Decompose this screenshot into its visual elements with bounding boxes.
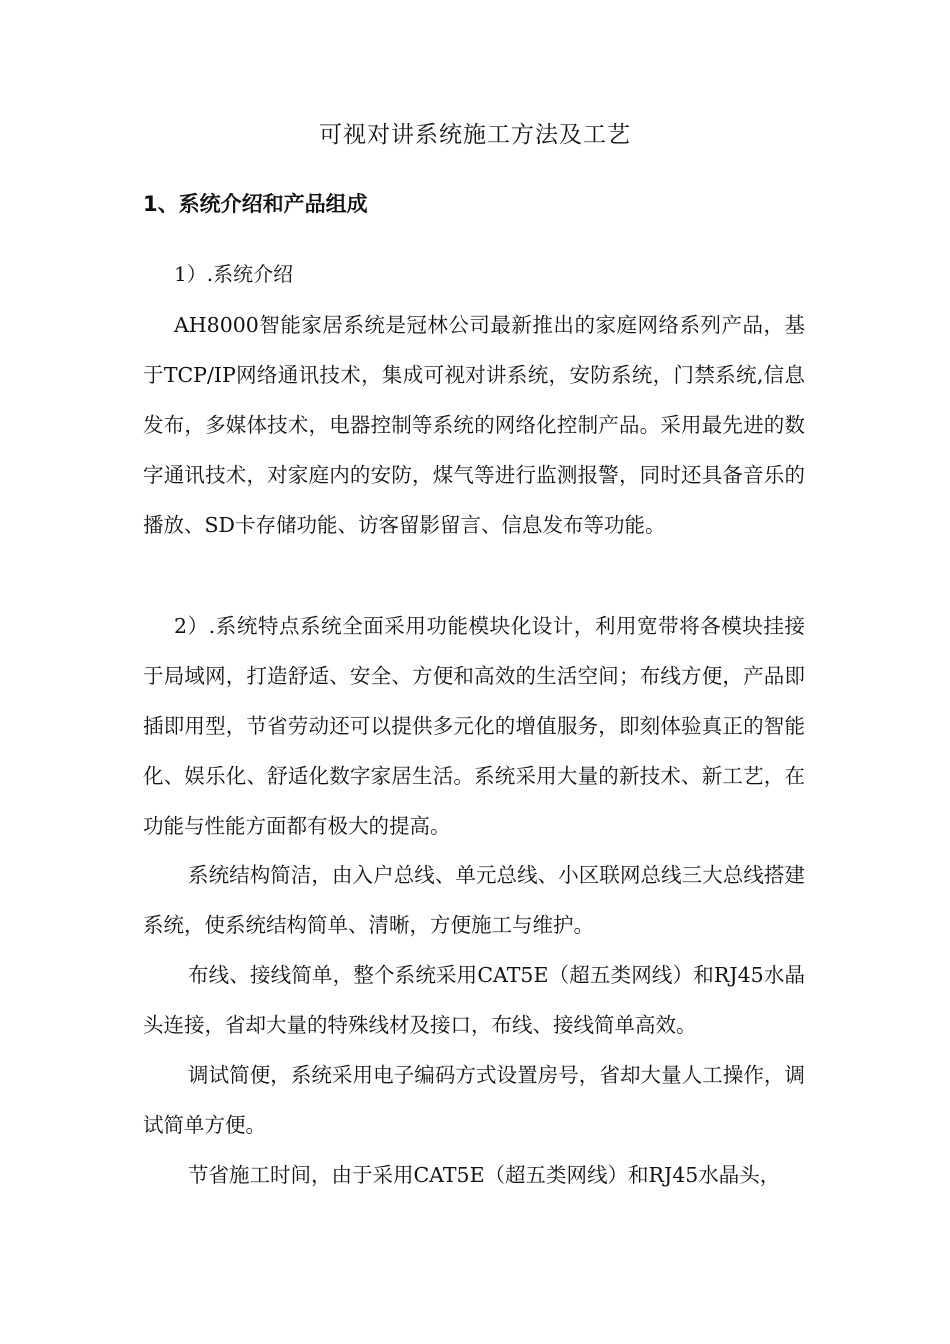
paragraph-debugging: 调试简便，系统采用电子编码方式设置房号，省却大量人工操作，调试简单方便。 (143, 1063, 805, 1137)
paragraph-structure: 系统结构简洁，由入户总线、单元总线、小区联网总线三大总线搭建系统，使系统结构简单、清晰，方便施工与维护。 (143, 863, 805, 937)
paragraph-construction-time: 节省施工时间，由于采用CAT5E（超五类网线）和RJ45水晶头， (188, 1163, 781, 1187)
paragraph-system-features: 2）.系统特点系统全面采用功能模块化设计，利用宽带将各模块挂接于局域网，打造舒适、安全、方便和高效的生活空间；布线方便，产品即插即用型，节省劳动还可以提供多元化的增值服务，即刻体验真正的智能化、娱乐化、舒适化数字家居生活。系统采用大量的新技术、新工艺，在功能与性能方面都有极大的提高。 (143, 614, 805, 838)
paragraph-wiring: 布线、接线简单，整个系统采用CAT5E（超五类网线）和RJ45水晶头连接，省却大量的特殊线材及接口，布线、接线简单高效。 (143, 963, 805, 1037)
subheading-system-intro: 1）.系统介绍 (174, 262, 294, 286)
document-title: 可视对讲系统施工方法及工艺 (319, 122, 631, 148)
paragraph-system-intro: AH8000智能家居系统是冠林公司最新推出的家庭网络系列产品，基于TCP/IP网络通讯技术，集成可视对讲系统，安防系统，门禁系统,信息发布，多媒体技术，电器控制等系统的网络化控制产品。采用最先进的数字通讯技术，对家庭内的安防，煤气等进行监测报警，同时还具备音乐的播放、SD卡存储功能、访客留影留言、信息发布等功能。 (143, 313, 805, 537)
section-heading: 1、系统介绍和产品组成 (143, 192, 368, 216)
